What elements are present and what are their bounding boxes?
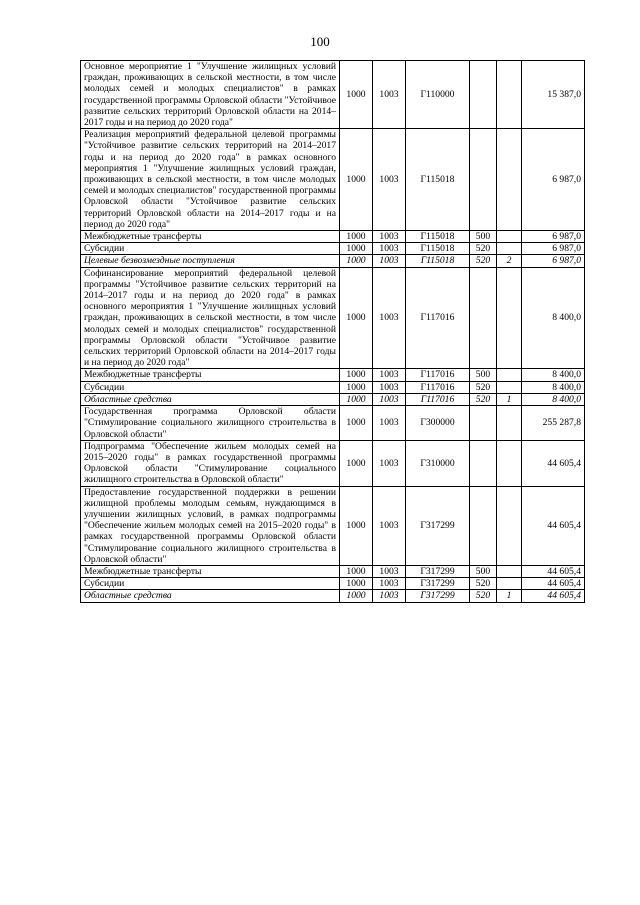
amount-cell: 44 605,4 <box>522 590 585 602</box>
expense-type-code-cell <box>470 440 497 486</box>
expense-type-code-cell <box>470 267 497 369</box>
funding-source-cell <box>497 440 522 486</box>
subsection-code-cell: 1003 <box>373 381 406 393</box>
target-item-code-cell: Г115018 <box>406 129 470 231</box>
row-name-cell: Областные средства <box>81 393 340 405</box>
amount-cell: 6 987,0 <box>522 231 585 243</box>
subsection-code-cell: 1003 <box>373 578 406 590</box>
table-row <box>81 565 585 577</box>
expense-type-code-cell: 500 <box>470 565 497 577</box>
subsection-code-cell: 1003 <box>373 393 406 405</box>
row-name-cell: Реализация мероприятий федеральной целевой программы "Устойчивое развитие сельских территорий на 2014–2017 годы и на период до 2020 года" в рамках основного мероприятия 1 "Улучшение жилищных условий граждан, проживающих в сельской местности, в том числе молодых семей и молодых специалистов" государственной программы Орловской области "Устойчивое развитие сельских территорий Орловской области на 2014–2017 годы и на период до 2020 года" <box>81 129 340 231</box>
table-row <box>81 61 585 129</box>
target-item-code-cell: Г115018 <box>406 255 470 267</box>
subsection-code-cell: 1003 <box>373 243 406 255</box>
amount-cell: 44 605,4 <box>522 440 585 486</box>
table-row <box>81 381 585 393</box>
funding-source-cell <box>497 578 522 590</box>
budget-table <box>80 60 585 603</box>
subsection-code-cell: 1003 <box>373 406 406 441</box>
target-item-code-cell: Г117016 <box>406 381 470 393</box>
target-item-code-cell: Г317299 <box>406 578 470 590</box>
expense-type-code-cell: 500 <box>470 369 497 381</box>
funding-source-cell <box>497 231 522 243</box>
table-row <box>81 267 585 369</box>
expense-type-code-cell <box>470 129 497 231</box>
table-row <box>81 578 585 590</box>
section-code-cell: 1000 <box>340 129 373 231</box>
table-row <box>81 590 585 602</box>
target-item-code-cell: Г115018 <box>406 231 470 243</box>
row-name-cell: Предоставление государственной поддержки в решении жилищной проблемы молодым семьям, нуждающимся в улучшении жилищных условий, в рамках подпрограммы "Обеспечение жильем молодых семей на 2015–2020 годы" в рамках государственной программы Орловской области "Стимулирование социального жилищного строительства в Орловской области" <box>81 486 340 565</box>
expense-type-code-cell <box>470 486 497 565</box>
expense-type-code-cell: 520 <box>470 590 497 602</box>
target-item-code-cell: Г317299 <box>406 590 470 602</box>
subsection-code-cell: 1003 <box>373 231 406 243</box>
amount-cell: 8 400,0 <box>522 393 585 405</box>
target-item-code-cell: Г117016 <box>406 267 470 369</box>
amount-cell: 6 987,0 <box>522 255 585 267</box>
table-row <box>81 369 585 381</box>
section-code-cell: 1000 <box>340 243 373 255</box>
subsection-code-cell: 1003 <box>373 369 406 381</box>
section-code-cell: 1000 <box>340 267 373 369</box>
subsection-code-cell: 1003 <box>373 267 406 369</box>
expense-type-code-cell: 520 <box>470 393 497 405</box>
expense-type-code-cell: 520 <box>470 381 497 393</box>
target-item-code-cell: Г317299 <box>406 486 470 565</box>
expense-type-code-cell: 520 <box>470 243 497 255</box>
expense-type-code-cell: 520 <box>470 255 497 267</box>
amount-cell: 6 987,0 <box>522 129 585 231</box>
funding-source-cell <box>497 267 522 369</box>
subsection-code-cell: 1003 <box>373 255 406 267</box>
row-name-cell: Межбюджетные трансферты <box>81 565 340 577</box>
section-code-cell: 1000 <box>340 231 373 243</box>
table-row <box>81 393 585 405</box>
section-code-cell: 1000 <box>340 578 373 590</box>
amount-cell: 8 400,0 <box>522 369 585 381</box>
table-row <box>81 231 585 243</box>
target-item-code-cell: Г115018 <box>406 243 470 255</box>
section-code-cell: 1000 <box>340 381 373 393</box>
amount-cell: 44 605,4 <box>522 578 585 590</box>
section-code-cell: 1000 <box>340 393 373 405</box>
funding-source-cell <box>497 406 522 441</box>
subsection-code-cell: 1003 <box>373 565 406 577</box>
target-item-code-cell: Г317299 <box>406 565 470 577</box>
row-name-cell: Субсидии <box>81 578 340 590</box>
amount-cell: 44 605,4 <box>522 565 585 577</box>
section-code-cell: 1000 <box>340 255 373 267</box>
expense-type-code-cell <box>470 61 497 129</box>
section-code-cell: 1000 <box>340 590 373 602</box>
funding-source-cell <box>497 243 522 255</box>
row-name-cell: Софинансирование мероприятий федеральной целевой программы "Устойчивое развитие сельских территорий на 2014–2017 годы и на период до 2020 года" в рамках основного мероприятия 1 "Улучшение жилищных условий граждан, проживающих в сельской местности, в том числе молодых семей и молодых специалистов" государственной программы Орловской области "Устойчивое развитие сельских территорий Орловской области на 2014–2017 годы и на период до 2020 года" <box>81 267 340 369</box>
target-item-code-cell: Г300000 <box>406 406 470 441</box>
amount-cell: 255 287,8 <box>522 406 585 441</box>
funding-source-cell: 1 <box>497 393 522 405</box>
subsection-code-cell: 1003 <box>373 590 406 602</box>
table-row <box>81 486 585 565</box>
section-code-cell: 1000 <box>340 565 373 577</box>
target-item-code-cell: Г310000 <box>406 440 470 486</box>
row-name-cell: Государственная программа Орловской области "Стимулирование социального жилищного строительства в Орловской области" <box>81 406 340 441</box>
target-item-code-cell: Г110000 <box>406 61 470 129</box>
funding-source-cell <box>497 381 522 393</box>
funding-source-cell: 2 <box>497 255 522 267</box>
funding-source-cell <box>497 565 522 577</box>
subsection-code-cell: 1003 <box>373 440 406 486</box>
amount-cell: 15 387,0 <box>522 61 585 129</box>
table-row <box>81 440 585 486</box>
table-row <box>81 255 585 267</box>
row-name-cell: Областные средства <box>81 590 340 602</box>
row-name-cell: Целевые безвозмездные поступления <box>81 255 340 267</box>
funding-source-cell <box>497 486 522 565</box>
funding-source-cell <box>497 61 522 129</box>
funding-source-cell <box>497 129 522 231</box>
row-name-cell: Межбюджетные трансферты <box>81 369 340 381</box>
expense-type-code-cell: 520 <box>470 578 497 590</box>
section-code-cell: 1000 <box>340 406 373 441</box>
table-body <box>81 61 585 603</box>
page-number: 100 <box>310 34 330 49</box>
amount-cell: 44 605,4 <box>522 486 585 565</box>
section-code-cell: 1000 <box>340 440 373 486</box>
amount-cell: 8 400,0 <box>522 381 585 393</box>
row-name-cell: Межбюджетные трансферты <box>81 231 340 243</box>
row-name-cell: Субсидии <box>81 381 340 393</box>
funding-source-cell <box>497 369 522 381</box>
target-item-code-cell: Г117016 <box>406 393 470 405</box>
table-row <box>81 406 585 441</box>
subsection-code-cell: 1003 <box>373 486 406 565</box>
table-row <box>81 243 585 255</box>
section-code-cell: 1000 <box>340 61 373 129</box>
subsection-code-cell: 1003 <box>373 61 406 129</box>
target-item-code-cell: Г117016 <box>406 369 470 381</box>
section-code-cell: 1000 <box>340 486 373 565</box>
expense-type-code-cell: 500 <box>470 231 497 243</box>
section-code-cell: 1000 <box>340 369 373 381</box>
amount-cell: 6 987,0 <box>522 243 585 255</box>
row-name-cell: Подпрограмма "Обеспечение жильем молодых семей на 2015–2020 годы" в рамках государственной программы Орловской области "Стимулирование социального жилищного строительства в Орловской области" <box>81 440 340 486</box>
subsection-code-cell: 1003 <box>373 129 406 231</box>
funding-source-cell: 1 <box>497 590 522 602</box>
row-name-cell: Субсидии <box>81 243 340 255</box>
table-row <box>81 129 585 231</box>
expense-type-code-cell <box>470 406 497 441</box>
amount-cell: 8 400,0 <box>522 267 585 369</box>
row-name-cell: Основное мероприятие 1 "Улучшение жилищных условий граждан, проживающих в сельской местности, в том числе молодых семей и молодых специалистов" в рамках государственной программы Орловской области "Устойчивое развитие сельских территорий Орловской области на 2014–2017 годы и на период до 2020 года" <box>81 61 340 129</box>
